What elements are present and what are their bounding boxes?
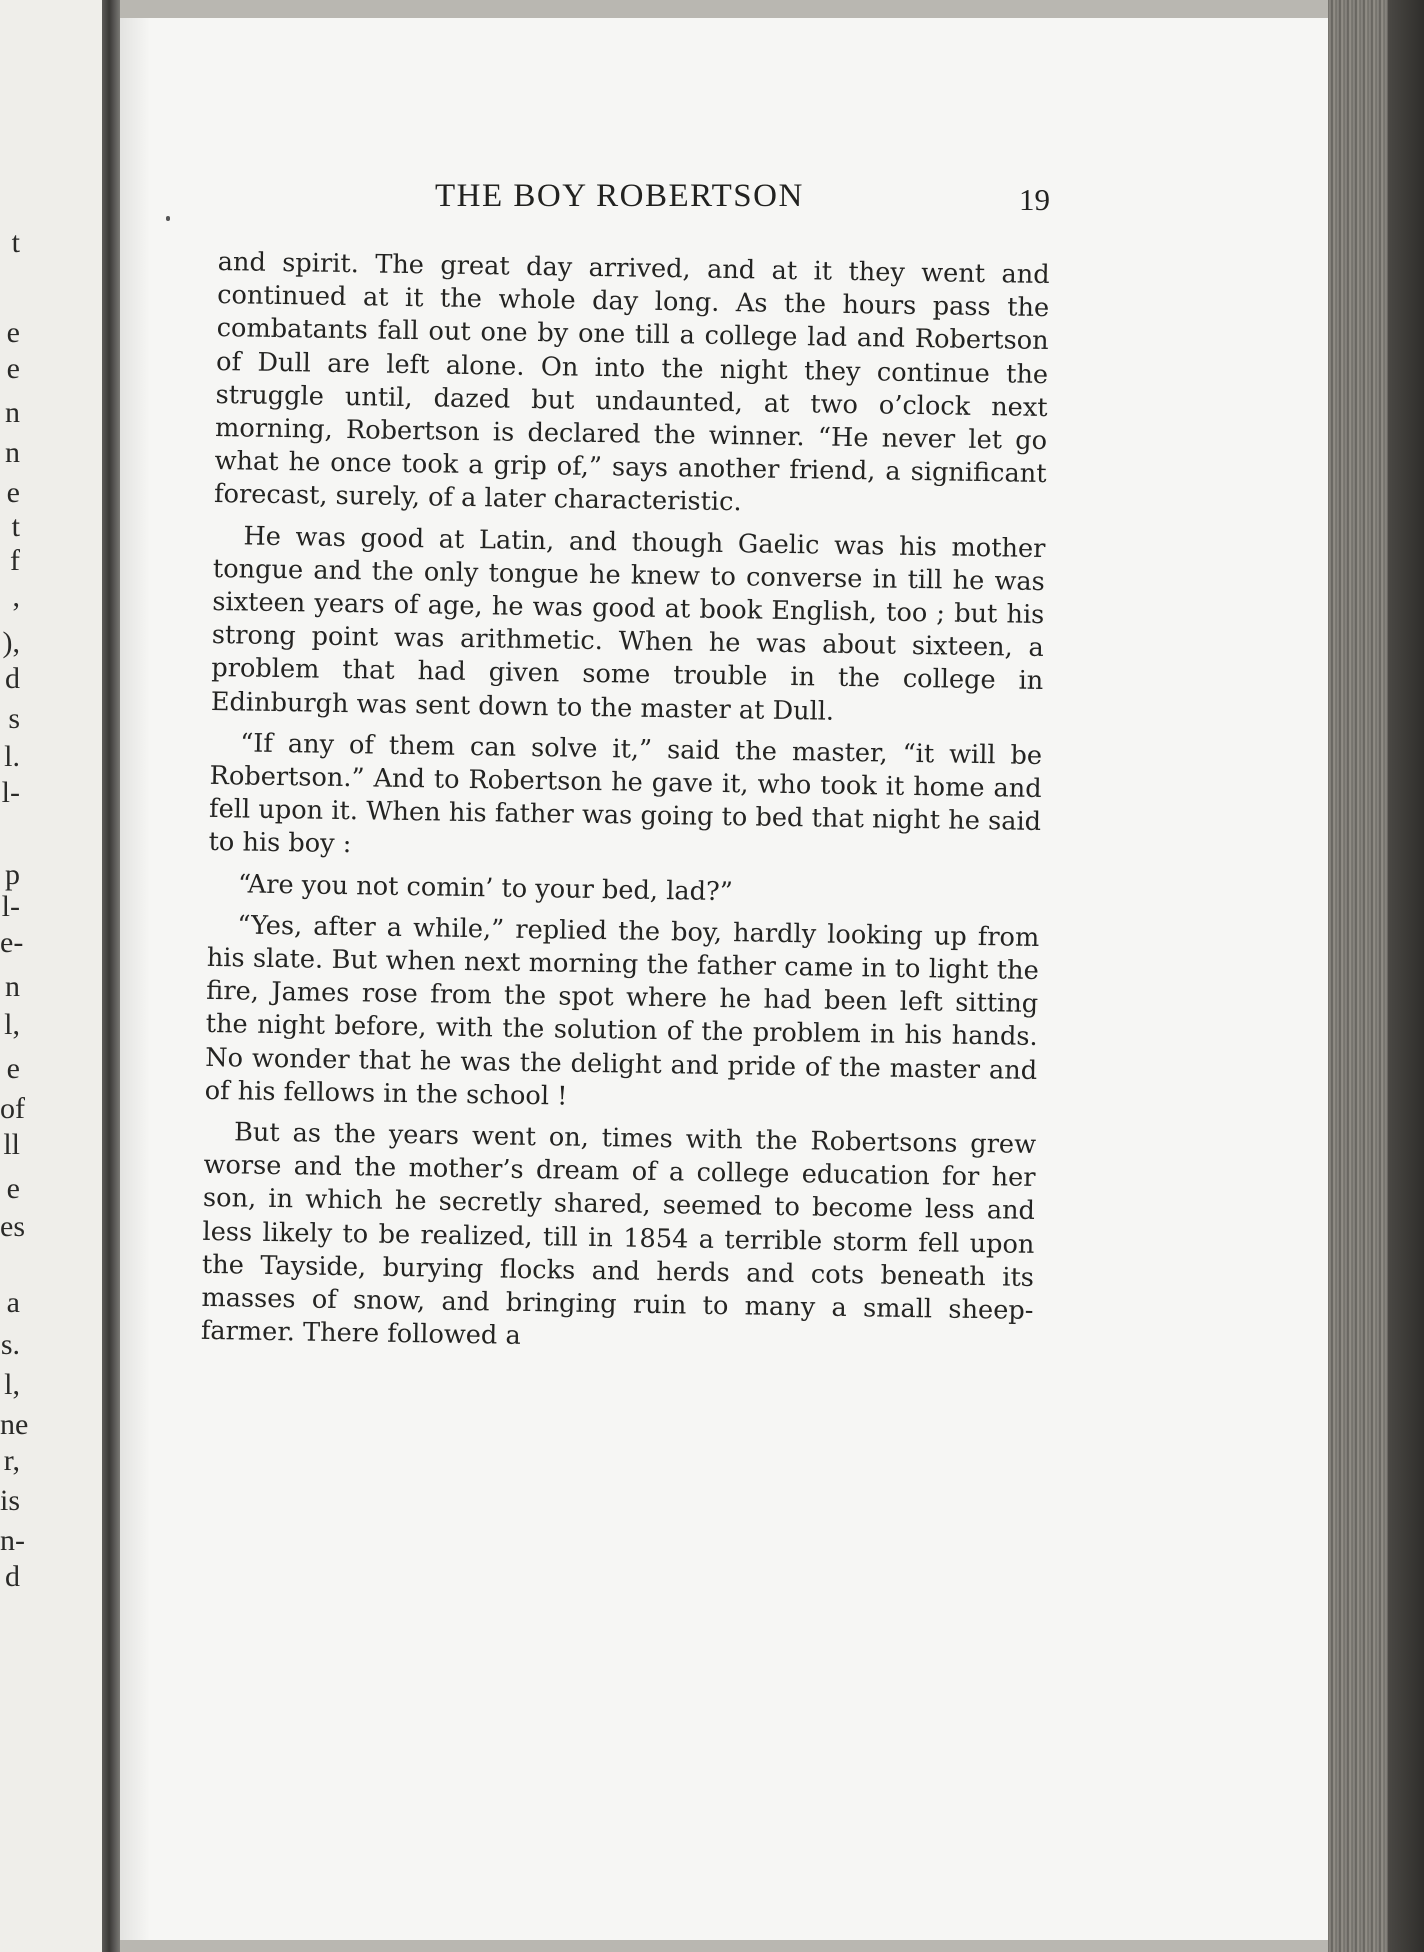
previous-page-char: t	[11, 226, 20, 259]
previous-page	[0, 0, 102, 1952]
previous-page-char: es	[0, 1210, 25, 1243]
previous-page-char: l-	[1, 890, 20, 923]
running-head: THE BOY ROBERTSON	[435, 178, 804, 214]
paragraph: “If any of them can solve it,” said the master, “it will be Robertson.” And to Robertson he gave it, who took it home and fell upon it. When his father was going to bed that night he said to his boy :	[208, 728, 1043, 860]
book-fore-edge-shadow	[1388, 0, 1424, 1952]
previous-page-char: n-	[0, 1524, 25, 1557]
previous-page-char: n	[5, 436, 20, 469]
paragraph: “Are you not comin’ to your bed, lad?”	[237, 869, 734, 907]
previous-page-char: e	[6, 476, 20, 509]
previous-page-text-edge	[0, 0, 29, 1952]
paragraph: “Yes, after a while,” replied the boy, hardly looking up from his slate. But when next morning the father came in to light the fire, James rose from the spot where he had been left sitting the night before, with the solution of the problem in his hands. No wonder that he was the delight and pride of the master and of his fellows in the school !	[204, 910, 1040, 1112]
previous-page-char: is	[0, 1484, 21, 1517]
previous-page-char: t	[11, 510, 20, 543]
previous-page-char: a	[6, 1286, 20, 1319]
previous-page-char: l-	[1, 776, 20, 809]
page-number: 19	[1019, 182, 1050, 217]
paragraph: But as the years went on, times with the Robertsons grew worse and the mother’s dream of a college education for her son, in which he secretly shared, seemed to become less and less likely to be realized, till in 1854 a terrible storm fell upon the Tayside, burying flocks and herds and cots beneath its masses of snow, and bringing ruin to many a small sheep-farmer. There followed a	[200, 1117, 1037, 1352]
previous-page-char: s	[8, 702, 20, 735]
page-speck	[166, 216, 170, 221]
previous-page-char: l,	[4, 1008, 20, 1041]
book-gutter	[102, 0, 120, 1952]
previous-page-char: e	[6, 316, 20, 349]
previous-page-char: e	[6, 1052, 20, 1085]
previous-page-char: f	[10, 544, 20, 577]
previous-page-char: e-	[0, 926, 24, 959]
previous-page-char: of	[0, 1092, 25, 1125]
page-header	[310, 178, 1050, 228]
previous-page-char: l,	[4, 1368, 20, 1401]
previous-page-char: ne	[0, 1408, 29, 1441]
paragraph: He was good at Latin, and though Gaelic was his mother tongue and the only tongue he knew to converse in till he was sixteen years of age, he was good at book English, too ; but his strong point was arithmetic. When he was about sixteen, a problem that had given some trouble in the college in Edinburgh was sent down to the master at Dull.	[210, 521, 1046, 727]
previous-page-char: p	[5, 858, 20, 891]
previous-page-char: e	[6, 1172, 20, 1205]
previous-page-char: n	[5, 970, 20, 1003]
body-text	[201, 246, 1050, 1361]
previous-page-char: d	[5, 1560, 20, 1593]
previous-page-char: ),	[2, 626, 20, 659]
previous-page-char: s.	[0, 1328, 20, 1361]
paragraph: and spirit. The great day arrived, and at it they went and continued at it the whole day long. As the hours pass the combatants fall out one by one till a college lad and Robertson of Dull are left alone. On into the night they continue the struggle until, dazed but undaunted, at two o’clock next morning, Robertson is declared the winner. “He never let go what he once took a grip of,” says another friend, a significant forecast, surely, of a later characteristic.	[213, 246, 1050, 518]
previous-page-char: d	[5, 662, 20, 695]
previous-page-char: l.	[4, 740, 20, 773]
previous-page-char: r,	[3, 1444, 20, 1477]
previous-page-char: e	[6, 352, 20, 385]
page-shadow	[120, 18, 150, 1940]
previous-page-char: ,	[12, 580, 20, 613]
previous-page-char: n	[5, 396, 20, 429]
previous-page-char: ll	[3, 1128, 20, 1161]
